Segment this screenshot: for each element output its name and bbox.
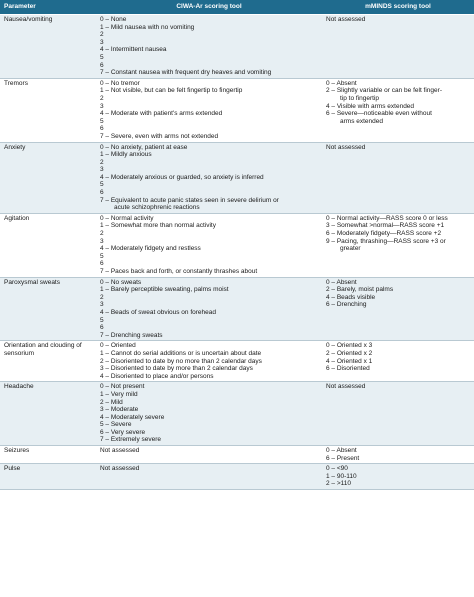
mminds-line: 1 – 90-110: [326, 472, 357, 480]
ciwa-line: 0 – No sweats: [100, 278, 142, 286]
parameter-cell: Orientation and clouding of sensorium: [0, 341, 96, 382]
parameter-cell: Agitation: [0, 213, 96, 277]
ciwa-line: 3: [100, 102, 104, 110]
ciwa-line: 7 – Extremely severe: [100, 436, 162, 444]
ciwa-cell: [96, 446, 322, 464]
table-row: [0, 78, 474, 142]
ciwa-line: 7 – Severe, even with arms not extended: [100, 132, 219, 140]
ciwa-line: 3: [100, 166, 104, 174]
header-row: [0, 0, 474, 15]
ciwa-line: 0 – No tremor: [100, 79, 140, 87]
ciwa-line: 7 – Constant nausea with frequent dry heaves and vomiting: [100, 69, 272, 77]
ciwa-line: 3: [100, 237, 104, 245]
table-row: [0, 15, 474, 79]
ciwa-line: 6: [100, 189, 104, 197]
ciwa-line: 5: [100, 181, 104, 189]
ciwa-cell: [96, 382, 322, 446]
ciwa-line: 6: [100, 260, 104, 268]
table-body: [0, 15, 474, 490]
ciwa-line: 3: [100, 38, 104, 46]
ciwa-line: 2 – Mild: [100, 398, 123, 406]
ciwa-line: 4 – Moderate with patient's arms extended: [100, 110, 223, 118]
mminds-line: 6 – Disoriented: [326, 365, 370, 373]
mminds-cell: [322, 446, 474, 464]
ciwa-cell: [96, 142, 322, 213]
ciwa-line: 7 – Paces back and forth, or constantly thrashes about: [100, 268, 258, 275]
mminds-line: Not assessed: [326, 383, 366, 391]
mminds-line: 0 – Oriented x 3: [326, 342, 373, 350]
table-row: [0, 341, 474, 382]
table-row: [0, 142, 474, 213]
ciwa-line: 0 – Normal activity: [100, 214, 154, 222]
mminds-cell: [322, 15, 474, 79]
ciwa-line: 1 – Cannot do serial additions or is uncertain about date: [100, 349, 262, 357]
ciwa-line: 1 – Somewhat more than normal activity: [100, 222, 216, 230]
ciwa-line: 6: [100, 324, 104, 332]
ciwa-line: 7 – Equivalent to acute panic states seen in severe delirium or: [100, 196, 279, 204]
parameter-cell: Headache: [0, 382, 96, 446]
mminds-line: 2 – Slightly variable or can be felt finger-: [326, 87, 442, 95]
ciwa-line: 4 – Beads of sweat obvious on forehead: [100, 308, 216, 316]
mminds-line: 2 – Oriented x 2: [326, 349, 373, 357]
ciwa-line: 4 – Moderately severe: [100, 413, 165, 421]
ciwa-cell: [96, 213, 322, 277]
mminds-line: 2 – Barely, moist palms: [326, 286, 394, 294]
ciwa-line: 2: [100, 94, 104, 102]
mminds-line: 9 – Pacing, thrashing—RASS score +3 or: [326, 237, 446, 245]
mminds-line: arms extended: [340, 117, 383, 125]
mminds-cell: [322, 213, 474, 277]
ciwa-line: 4 – Disoriented to place and/or persons: [100, 372, 214, 380]
mminds-line: 6 – Moderately fidgety—RASS score +2: [326, 230, 442, 238]
ciwa-line: 0 – Oriented: [100, 342, 136, 350]
mminds-cell: [322, 341, 474, 382]
ciwa-line: 6: [100, 61, 104, 69]
ciwa-line: 3 – Disoriented to date by more than 2 calendar days: [100, 365, 253, 373]
mminds-line: 6 – Drenching: [326, 301, 367, 309]
ciwa-line: 3: [100, 301, 104, 309]
ciwa-cell: [96, 277, 322, 341]
mminds-cell: [322, 464, 474, 490]
ciwa-line: 1 – Barely perceptible sweating, palms moist: [100, 286, 229, 294]
table-row: [0, 446, 474, 464]
ciwa-line: 6: [100, 125, 104, 133]
mminds-line: 4 – Visible with arms extended: [326, 102, 415, 110]
mminds-cell: [322, 142, 474, 213]
table-row: [0, 213, 474, 277]
ciwa-line: acute schizophrenic reactions: [114, 204, 200, 212]
mminds-line: 4 – Beads visible: [326, 293, 376, 301]
ciwa-line: 6 – Very severe: [100, 428, 146, 436]
ciwa-line: 1 – Very mild: [100, 390, 138, 398]
ciwa-line: 5 – Severe: [100, 421, 132, 429]
ciwa-line: 4 – Moderately fidgety and restless: [100, 245, 201, 253]
parameter-cell: Paroxysmal sweats: [0, 277, 96, 341]
ciwa-line: 0 – None: [100, 16, 127, 23]
ciwa-line: 5: [100, 117, 104, 125]
ciwa-line: 7 – Drenching sweats: [100, 331, 163, 339]
ciwa-cell: [96, 15, 322, 79]
table-row: [0, 277, 474, 341]
ciwa-line: 2: [100, 230, 104, 238]
ciwa-line: 5: [100, 316, 104, 324]
table-row: [0, 464, 474, 490]
ciwa-cell: [96, 78, 322, 142]
ciwa-line: 1 – Not visible, but can be felt fingertip to fingertip: [100, 87, 243, 95]
table-header: [0, 0, 474, 15]
header-ciwa: CIWA-Ar scoring tool: [96, 0, 322, 15]
header-mminds: mMINDS scoring tool: [322, 0, 474, 15]
ciwa-line: 5: [100, 53, 104, 61]
mminds-line: Not assessed: [326, 16, 366, 23]
mminds-line: 0 – Normal activity—RASS score 0 or less: [326, 214, 448, 222]
ciwa-line: 4 – Moderately anxious or guarded, so anxiety is inferred: [100, 173, 264, 181]
ciwa-line: Not assessed: [100, 465, 140, 473]
parameter-cell: Nausea/vomiting: [0, 15, 96, 79]
ciwa-cell: [96, 341, 322, 382]
parameter-cell: Pulse: [0, 464, 96, 490]
mminds-line: 0 – <90: [326, 465, 348, 473]
mminds-line: 0 – Absent: [326, 79, 357, 87]
mminds-line: 6 – Present: [326, 454, 360, 462]
mminds-line: 2 – >110: [326, 480, 352, 488]
mminds-line: Not assessed: [326, 143, 366, 151]
ciwa-line: 3 – Moderate: [100, 406, 139, 414]
ciwa-line: 0 – No anxiety, patient at ease: [100, 143, 188, 151]
ciwa-cell: [96, 464, 322, 490]
ciwa-line: 2: [100, 158, 104, 166]
parameter-cell: Seizures: [0, 446, 96, 464]
mminds-line: 0 – Absent: [326, 278, 357, 286]
parameter-cell: Anxiety: [0, 142, 96, 213]
ciwa-line: Not assessed: [100, 447, 140, 455]
ciwa-line: 2: [100, 31, 104, 39]
mminds-cell: [322, 382, 474, 446]
mminds-line: greater: [340, 245, 361, 253]
mminds-line: 6 – Severe—noticeable even without: [326, 110, 432, 118]
ciwa-line: 1 – Mild nausea with no vomiting: [100, 23, 195, 31]
parameter-cell: Tremors: [0, 78, 96, 142]
mminds-cell: [322, 277, 474, 341]
mminds-line: tip to fingertip: [340, 94, 380, 102]
ciwa-line: 5: [100, 252, 104, 260]
ciwa-line: 4 – Intermittent nausea: [100, 46, 167, 54]
header-parameter: Parameter: [0, 0, 96, 15]
ciwa-line: 2: [100, 293, 104, 301]
mminds-line: 4 – Oriented x 1: [326, 357, 373, 365]
mminds-line: 3 – Somewhat >normal—RASS score +1: [326, 222, 445, 230]
mminds-line: 0 – Absent: [326, 447, 357, 455]
mminds-cell: [322, 78, 474, 142]
ciwa-line: 2 – Disoriented to date by no more than 2 calendar days: [100, 357, 262, 365]
ciwa-line: 0 – Not present: [100, 383, 145, 391]
table-row: [0, 382, 474, 446]
ciwa-line: 1 – Mildly anxious: [100, 151, 152, 159]
